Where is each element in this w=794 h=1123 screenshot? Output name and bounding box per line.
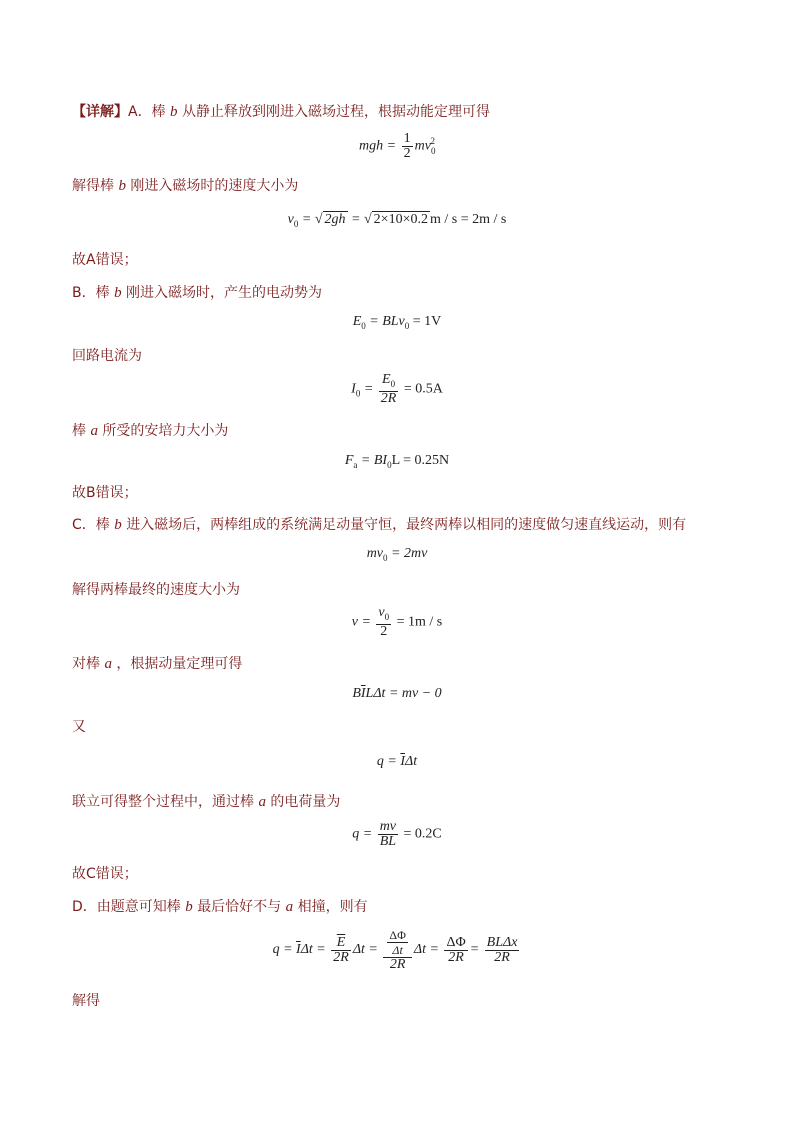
equation-momentum: $mv_0 = 2mv$ [366, 546, 428, 563]
equation-force: $F_a = BI_0L = 0.25N$ [344, 453, 450, 470]
line-b-force: 棒 a 所受的安培力大小为 [72, 423, 229, 439]
line-c-intro: C．棒 b 进入磁场后，两棒组成的系统满足动量守恒，最终两棒以相同的速度做匀速直线运动，则有 [72, 517, 687, 533]
detail-tag: 【详解】 [72, 104, 128, 120]
line-c-solve: 解得两棒最终的速度大小为 [72, 582, 240, 598]
line-b-end: 故B错误； [72, 485, 138, 501]
line-c-also: 又 [72, 719, 86, 735]
line-c-charge: 联立可得整个过程中，通过棒 a 的电荷量为 [72, 794, 341, 810]
equation-velocity: $v_0$ = √ 2gh = √ 2×10×0.2 m / s = 2m / s [287, 212, 507, 229]
equation-energy: mgh = $\frac{1}{2}$ $mv_0^2$ [359, 131, 436, 161]
equation-charge-def: $q = \overline{I}\Delta t$ [376, 754, 418, 769]
equation-charge-value: q = $\frac{mv}{BL}$ = 0.2C [352, 819, 442, 849]
line-a-end: 故A错误； [72, 252, 138, 268]
line-d-solve: 解得 [72, 993, 100, 1009]
line-c-end: 故C错误； [72, 866, 138, 882]
line-b-intro: B．棒 b 刚进入磁场时，产生的电动势为 [72, 285, 323, 301]
line-a-intro: 【详解】A．棒 b 从静止释放到刚进入磁场过程，根据动能定理可得 [72, 104, 490, 120]
equation-final-velocity: v = $\frac{v_0}{2}$ = 1m / s [351, 605, 443, 639]
line-d-intro: D．由题意可知棒 b 最后恰好不与 a 相撞，则有 [72, 899, 368, 915]
line-b-current: 回路电流为 [72, 348, 142, 364]
equation-current: $I_0$ = $\frac{E_0}{2R}$ = 0.5A [351, 372, 443, 406]
line-c-rod: 对棒 a ，根据动量定理可得 [72, 656, 243, 672]
equation-emf: $E_0 = BLv_0 = 1V$ [352, 314, 442, 331]
equation-impulse: $B\overline{I}L\Delta t$ = mv − 0 [352, 686, 442, 701]
line-a-solve: 解得棒 b 刚进入磁场时的速度大小为 [72, 178, 299, 194]
equation-charge-flux: $q = \overline{I}\Delta t$ = $\frac{\overline{E}}{2R}$ Δt = $\frac{\frac{\Delta\Phi}{\Delta t}}{2R}$ Δt = $\frac{\Delta\Phi}{2R}$ = $\frac{\text{BLΔx}}{2R}$ [272, 928, 518, 972]
